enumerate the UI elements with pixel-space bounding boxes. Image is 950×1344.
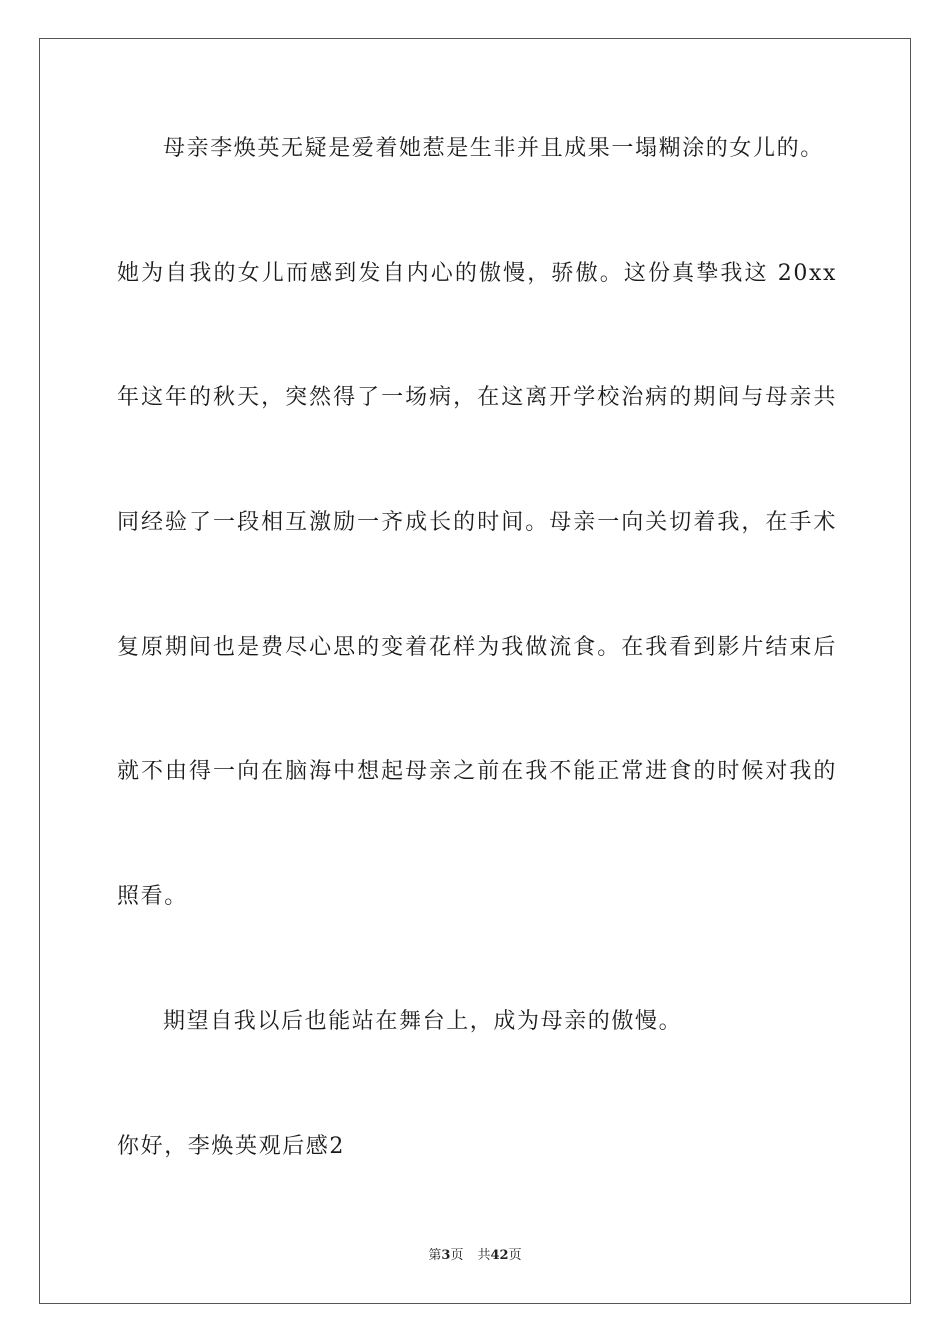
paragraph-line-8: 期望自我以后也能站在舞台上，成为母亲的傲慢。 bbox=[163, 1009, 683, 1034]
paragraph-line-5: 复原期间也是费尽心思的变着花样为我做流食。在我看到影片结束后 bbox=[117, 635, 837, 660]
footer-total-suffix: 页 bbox=[508, 1248, 522, 1263]
paragraph-line-1: 母亲李焕英无疑是爱着她惹是生非并且成果一塌糊涂的女儿的。 bbox=[163, 136, 824, 161]
section-heading: 你好，李焕英观后感2 bbox=[117, 1134, 345, 1159]
footer-page-prefix: 第 bbox=[428, 1248, 442, 1263]
paragraph-line-6: 就不由得一向在脑海中想起母亲之前在我不能正常进食的时候对我的 bbox=[117, 759, 837, 784]
paragraph-line-2: 她为自我的女儿而感到发自内心的傲慢，骄傲。这份真挚我这 20xx bbox=[117, 261, 837, 286]
footer-page-suffix: 页 bbox=[450, 1248, 464, 1263]
page-border bbox=[39, 38, 911, 1304]
paragraph-line-4: 同经验了一段相互激励一齐成长的时间。母亲一向关切着我，在手术 bbox=[117, 510, 837, 535]
paragraph-line-7: 照看。 bbox=[117, 884, 188, 909]
paragraph-line-3: 年这年的秋天，突然得了一场病，在这离开学校治病的期间与母亲共 bbox=[117, 385, 837, 410]
page-footer bbox=[0, 1247, 950, 1265]
footer-total-number: 42 bbox=[490, 1248, 509, 1263]
footer-page-number: 3 bbox=[441, 1248, 451, 1263]
footer-total-prefix: 共 bbox=[477, 1248, 491, 1263]
